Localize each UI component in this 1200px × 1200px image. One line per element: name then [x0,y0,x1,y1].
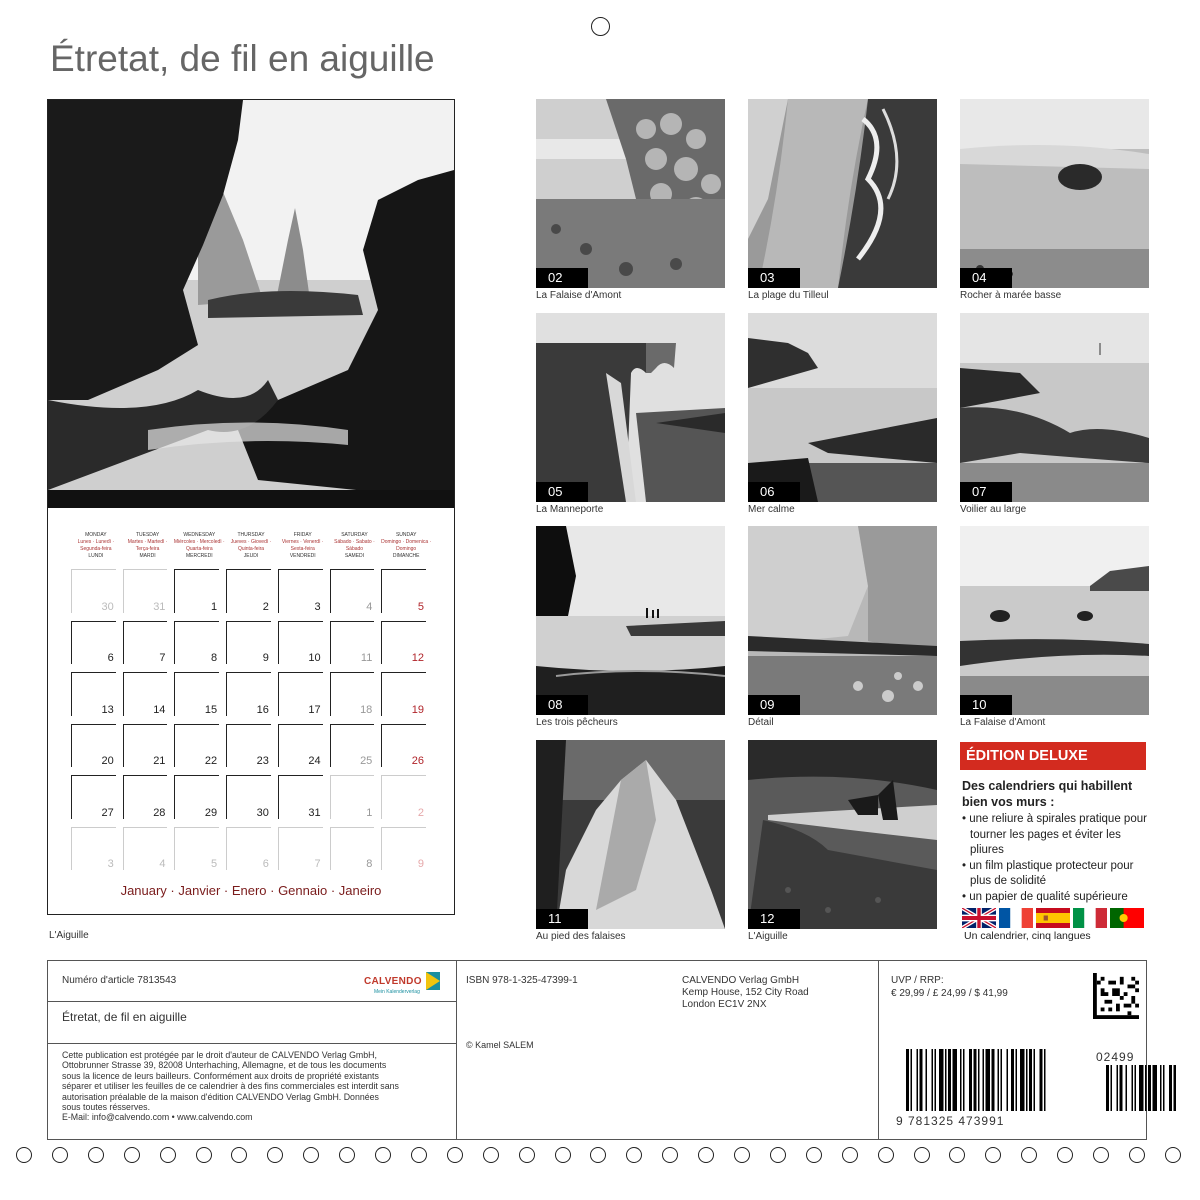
month-number: 04 [960,268,1012,288]
divider [878,961,879,1139]
weekday-en: SUNDAY [395,532,417,538]
weekday-other: Jueves · Giovedì · Quinta-feira [230,539,272,552]
day-number: 4 [366,600,373,613]
thumbnail-caption: Les trois pêcheurs [536,717,618,728]
deluxe-feature-list [962,812,1152,906]
spain-flag-icon [1036,908,1070,928]
day-number: 2 [417,806,425,819]
barcode-bar [960,1049,962,1111]
spiral-hole [519,1147,535,1163]
language-flags [962,908,1144,928]
barcode-bar [1007,1049,1009,1111]
addon-barcode-bar [1153,1065,1158,1111]
calendar-day [225,620,277,672]
addon-barcode-bar [1148,1065,1151,1111]
calendar-day [225,723,277,775]
spiral-hole [1129,1147,1145,1163]
spiral-hole [842,1147,858,1163]
legal-line: autorisation préalable de la maison d'édition CALVENDO Verlag GmbH. Données [62,1091,379,1102]
calendar-page [47,99,455,915]
barcode [906,1049,1176,1111]
datamatrix-code [1092,973,1140,1019]
france-flag-icon [999,908,1033,928]
calendar-day [329,826,381,878]
italy-flag-icon [1073,908,1107,928]
calendar-day [380,671,432,723]
calendar-week [70,774,432,826]
weekday-en: MONDAY [85,532,107,538]
calendar-week [70,723,432,775]
calendar-grid [70,568,432,877]
weekday-label [329,532,381,560]
uk-flag-icon [962,908,996,928]
addon-barcode-bar [1160,1065,1162,1111]
month-number: 09 [748,695,800,715]
month-number: 06 [748,482,800,502]
thumbnail-image [536,526,725,715]
weekday-fr: DIMANCHE [392,553,420,559]
day-number: 9 [417,858,425,870]
calendar-day [277,620,329,672]
legal-line: sous toutes résserves. [62,1102,151,1113]
day-number: 18 [360,703,373,716]
day-number: 4 [159,858,166,870]
thumbnail-photo [748,313,937,502]
thumbnail-photo [748,99,937,288]
barcode-bar [1001,1049,1003,1111]
calendar-day [380,723,432,775]
weekday-other: Domingo · Domenica · Domingo [381,539,432,552]
spiral-hole [483,1147,499,1163]
hanging-hole [591,17,610,36]
calendar-day [329,723,381,775]
calendar-day [70,826,122,878]
day-number: 3 [314,600,321,613]
addon-barcode-bar [1132,1065,1134,1111]
barcode-bar [939,1049,944,1111]
calendar-day [277,774,329,826]
thumbnail-caption: Au pied des falaises [536,931,626,942]
addon-barcode-bar [1139,1065,1144,1111]
calendar-day [70,671,122,723]
barcode-bar [1034,1049,1036,1111]
barcode-bar [1011,1049,1014,1111]
thumbnail-image [536,99,725,288]
calendar-day [70,723,122,775]
month-number: 08 [536,695,588,715]
day-number: 20 [101,755,114,767]
day-number: 27 [101,806,114,819]
spiral-hole [16,1147,32,1163]
spiral-hole [806,1147,822,1163]
day-number: 10 [308,652,321,664]
day-number: 21 [153,755,166,767]
thumbnail-photo [748,740,937,929]
day-number: 8 [211,652,218,664]
spiral-hole [1021,1147,1037,1163]
month-number: 11 [536,909,588,929]
spiral-hole [662,1147,678,1163]
calendar-day [225,774,277,826]
calendar-day [277,568,329,620]
addon-barcode-bar [1120,1065,1123,1111]
barcode-bar [917,1049,919,1111]
barcode-bar [935,1049,937,1111]
day-number: 5 [417,600,425,613]
portugal-flag-icon [1110,908,1144,928]
barcode-bar [992,1049,995,1111]
thumbnail-image [960,526,1149,715]
month-label: January · Janvier · Enero · Gennaio · Janeiro [120,883,382,898]
weekday-fr: MARDI [139,553,156,559]
price-label: UVP / RRP: [891,975,944,986]
addon-barcode-bar [1174,1065,1177,1111]
spiral-hole [590,1147,606,1163]
day-number: 30 [101,600,114,613]
calendar-day [329,620,381,672]
prices: € 29,99 / £ 24,99 / $ 41,99 [891,988,1008,999]
barcode-bar [932,1049,934,1111]
calendar-day [70,774,122,826]
addon-barcode-bar [1117,1065,1119,1111]
spiral-hole [698,1147,714,1163]
day-number: 31 [308,806,321,819]
weekday-other: Sábado · Sabato · Sábado [334,539,375,552]
addon-barcode-bar [1145,1065,1147,1111]
day-number: 11 [360,652,373,664]
calendar-day [173,774,225,826]
spiral-hole [375,1147,391,1163]
publisher-line: Kemp House, 152 City Road [682,987,809,998]
addon-digits: 02499 [1096,1050,1135,1064]
weekday-other: Miércoles · Mercoledì · Quarta-feira [173,539,225,552]
calendar-week [70,826,432,878]
calendar-day [122,826,174,878]
calendar-day [122,723,174,775]
day-number: 6 [262,858,269,870]
spiral-hole [626,1147,642,1163]
calendar-week [70,671,432,723]
weekday-fr: VENDREDI [289,553,316,559]
day-number: 25 [360,755,373,767]
thumbnail-photo [536,99,725,288]
barcode-bar [969,1049,972,1111]
barcode-bar [906,1049,909,1111]
legal-line: Ottobrunner Strasse 39, 82008 Unterhaching, Allemagne, et de tous les documents [62,1060,387,1071]
calendar-day [173,723,225,775]
spiral-hole [447,1147,463,1163]
day-number: 24 [308,755,321,767]
thumbnail-caption: Voilier au large [960,504,1027,515]
day-number: 28 [153,806,166,819]
spiral-hole [914,1147,930,1163]
weekday-fr: MERCREDI [185,553,213,559]
spiral-hole [52,1147,68,1163]
barcode-bar [1026,1049,1028,1111]
addon-barcode-bar [1135,1065,1137,1111]
legal-line: séparer et utiliser les feuilles de ce calendrier à des fins commerciales est interdit sans [62,1081,399,1092]
calendar-day [380,568,432,620]
legal-line: E-Mail: info@calvendo.com • www.calvendo.com [62,1112,253,1123]
barcode-bar [1016,1049,1018,1111]
barcode-bar [978,1049,980,1111]
thumbnail-caption: Rocher à marée basse [960,290,1062,301]
thumbnail-image [960,99,1149,288]
barcode-bar [983,1049,985,1111]
product-info-panel [47,960,1147,1140]
month-number: 07 [960,482,1012,502]
barcode-bar [963,1049,965,1111]
calendar-day [329,671,381,723]
day-number: 2 [262,600,269,613]
calendar-day [329,774,381,826]
day-number: 30 [256,806,269,819]
page-title: Étretat, de fil en aiguille [50,38,435,79]
calendar-week [70,568,432,620]
deluxe-heading: Des calendriers qui habillent bien vos murs : [962,779,1133,809]
month-number: 05 [536,482,588,502]
spiral-hole [267,1147,283,1163]
barcode-digits: 9 781325 473991 [896,1114,1005,1128]
weekday-fr: LUNDI [88,553,104,559]
day-number: 26 [411,755,425,767]
barcode-bar [948,1049,951,1111]
barcode-bar [1020,1049,1025,1111]
publisher-line: London EC1V 2NX [682,999,767,1010]
thumbnail-image [536,740,725,929]
day-number: 6 [107,652,114,664]
thumbnail-photo [536,313,725,502]
addon-barcode-bar [1126,1065,1128,1111]
month-number: 03 [748,268,800,288]
addon-barcode-bar [1111,1065,1113,1111]
legal-line: sous la licence de leurs bailleurs. Conformément aux droits de propriété existants [62,1070,379,1081]
main-photo-aiguille [48,100,454,508]
day-number: 7 [159,652,166,664]
weekday-label [380,532,432,560]
day-number: 9 [262,652,269,664]
weekday-other: Viernes · Venerdì · Sexta-feira [281,539,324,552]
barcode-bar [911,1049,913,1111]
product-title: Étretat, de fil en aiguille [62,1010,187,1024]
copyright: © Kamel SALEM [466,1040,534,1050]
weekday-other: Martes · Martedì · Terça-feira [127,539,168,552]
calendar-day [329,568,381,620]
day-number: 16 [256,703,269,716]
thumbnail-photo [960,526,1149,715]
legal-line: Cette publication est protégée par le droit d'auteur de CALVENDO Verlag GmbH, [62,1050,377,1060]
weekday-label [173,532,225,560]
day-number: 3 [107,858,114,870]
calendar-day [122,774,174,826]
weekday-label [225,532,277,560]
day-number: 5 [211,858,218,870]
publisher-address [682,975,809,1011]
day-number: 7 [314,858,321,870]
spiral-hole [1057,1147,1073,1163]
barcode-bar [926,1049,928,1111]
month-number: 12 [748,909,800,929]
edition-deluxe-banner: ÉDITION DELUXE [960,742,1146,770]
calendar-day [122,671,174,723]
calendar-week [70,620,432,672]
calendar-day [225,826,277,878]
deluxe-feature: • un film plastique protecteur pour plus de solidité [962,859,1134,888]
addon-barcode-bar [1163,1065,1165,1111]
day-number: 12 [411,652,425,664]
thumbnail-caption: L'Aiguille [748,931,788,942]
calendar-day [173,671,225,723]
day-number: 23 [256,755,269,767]
thumbnail-caption: La Falaise d'Amont [536,290,622,301]
barcode-bar [998,1049,1000,1111]
day-number: 29 [204,806,218,819]
deluxe-feature: • une reliure à spirales pratique pour tourner les pages et éviter les pliures [962,813,1147,857]
calvendo-logo [364,971,422,995]
thumbnail-photo [536,526,725,715]
weekday-en: FRIDAY [293,532,312,538]
spiral-hole [949,1147,965,1163]
calvendo-tagline: Mein Kalenderverlag [374,989,420,995]
thumbnail-image [536,313,725,502]
month-number: 10 [960,695,1012,715]
spiral-hole [1093,1147,1109,1163]
calvendo-logo-icon [426,972,440,990]
spiral-hole [339,1147,355,1163]
weekday-other: Lunes · Lunedì · Segunda-feira [77,539,115,552]
calendar-day [122,620,174,672]
barcode-bar [1040,1049,1043,1111]
spiral-hole [878,1147,894,1163]
thumbnail-caption: La Falaise d'Amont [960,717,1046,728]
calendar-day [380,620,432,672]
deluxe-feature: • un papier de qualité supérieure [962,890,1128,903]
isbn: ISBN 978-1-325-47399-1 [466,975,578,986]
weekday-label [122,532,174,560]
barcode-bar [945,1049,947,1111]
divider [456,961,457,1139]
barcode-bar [1044,1049,1046,1111]
thumbnail-photo [960,99,1149,288]
thumbnail-caption: Détail [748,717,774,728]
spiral-hole [231,1147,247,1163]
calendar-day [173,620,225,672]
main-photo-caption: L'Aiguille [49,930,89,941]
spiral-hole [1165,1147,1181,1163]
day-number: 22 [204,755,218,767]
spiral-hole [770,1147,786,1163]
thumbnail-photo [748,526,937,715]
calendar-day [380,774,432,826]
spiral-hole [985,1147,1001,1163]
thumbnail-image [748,313,937,502]
calendar-day [70,568,122,620]
calendar-day [225,671,277,723]
spiral-hole [734,1147,750,1163]
publisher-line: CALVENDO Verlag GmbH [682,975,800,986]
day-number: 8 [366,858,373,870]
spiral-hole [303,1147,319,1163]
spiral-hole [124,1147,140,1163]
day-number: 14 [153,703,166,716]
thumbnail-caption: Mer calme [748,504,795,515]
calvendo-brand: CALVENDO [364,976,422,987]
thumbnail-image [748,526,937,715]
calendar-day [277,723,329,775]
thumbnail-photo [960,313,1149,502]
weekday-fr: JEUDI [243,553,259,559]
barcode-bar [974,1049,977,1111]
addon-barcode-bar [1106,1065,1109,1111]
calendar-day [380,826,432,878]
barcode-bar [920,1049,923,1111]
addon-barcode-bar [1169,1065,1172,1111]
spiral-hole [555,1147,571,1163]
barcode-bar [953,1049,958,1111]
weekday-fr: SAMEDI [344,553,365,559]
weekday-en: TUESDAY [135,532,160,538]
calendar-day [277,671,329,723]
month-number: 02 [536,268,588,288]
calendar-day [225,568,277,620]
spiral-hole [196,1147,212,1163]
thumbnail-image [960,313,1149,502]
spiral-hole [88,1147,104,1163]
day-number: 1 [211,600,218,613]
day-number: 15 [204,703,218,716]
calendar-day [173,568,225,620]
weekday-en: WEDNESDAY [183,532,216,538]
thumbnail-image [748,740,937,929]
barcode-bar [986,1049,991,1111]
weekday-label [277,532,329,560]
thumbnail-caption: La Manneporte [536,504,604,515]
thumbnail-photo [536,740,725,929]
legal-notice [62,1050,452,1123]
divider [48,1043,456,1044]
calendar-day [122,568,174,620]
day-number: 17 [308,703,321,716]
weekday-label [70,532,122,560]
weekday-header [70,532,432,560]
thumbnail-image [748,99,937,288]
calendar-day [173,826,225,878]
weekday-en: THURSDAY [237,532,265,538]
calendar-day [277,826,329,878]
article-number: Numéro d'article 7813543 [62,975,177,986]
day-number: 13 [101,703,114,716]
divider [48,1001,456,1002]
day-number: 31 [153,600,166,613]
thumbnail-caption: La plage du Tilleul [748,290,829,301]
day-number: 19 [411,703,425,716]
flag-caption: Un calendrier, cinq langues [964,930,1091,942]
barcode-bar [1029,1049,1032,1111]
spiral-hole [160,1147,176,1163]
spiral-hole [411,1147,427,1163]
day-number: 1 [366,806,373,819]
weekday-en: SATURDAY [341,532,368,538]
calendar-day [70,620,122,672]
